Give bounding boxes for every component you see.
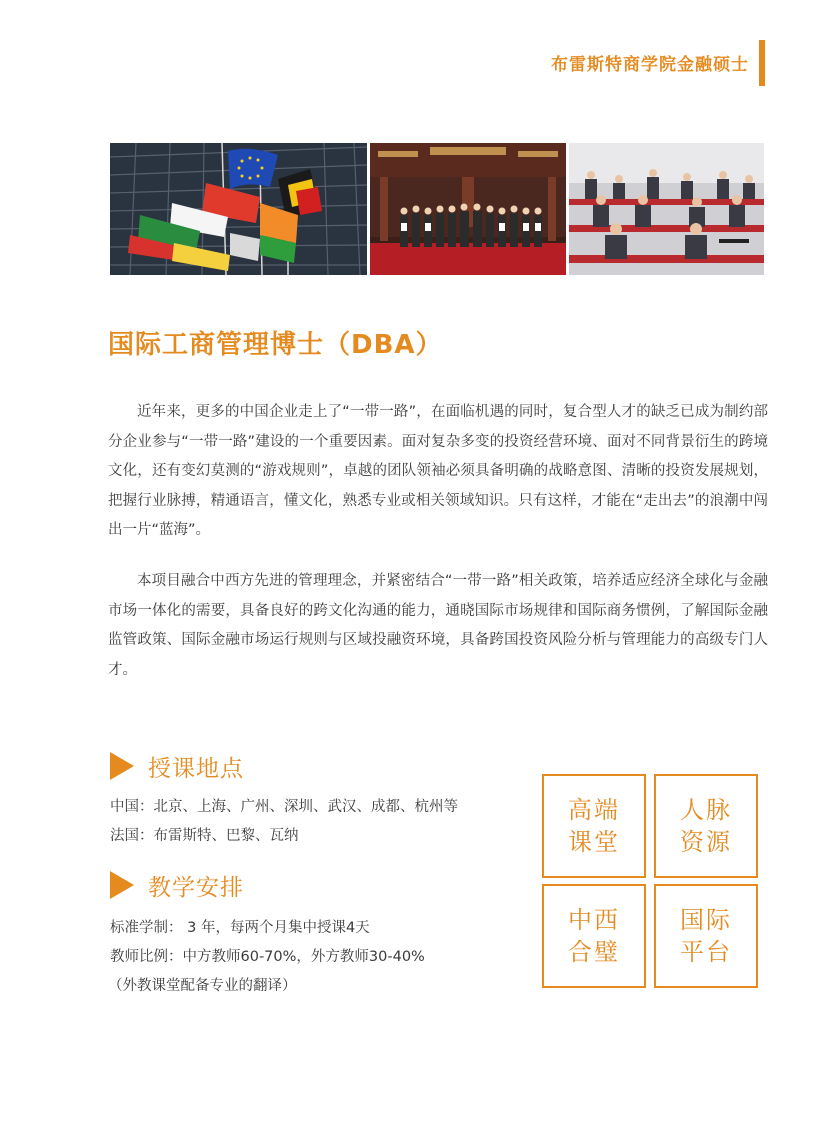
feature-line: 资源 (680, 828, 732, 856)
feature-box-network (654, 774, 758, 878)
locations-heading-label: 授课地点 (148, 755, 244, 782)
schedule-heading-label: 教学安排 (148, 874, 244, 901)
triangle-bullet-icon (110, 871, 134, 899)
header-accent-bar (759, 40, 765, 86)
group-photo (370, 143, 566, 275)
main-heading: 国际工商管理博士（DBA） (108, 330, 443, 360)
locations-china: 中国：北京、上海、广州、深圳、武汉、成都、杭州等 (110, 799, 458, 815)
feature-line: 课堂 (568, 828, 620, 856)
triangle-bullet-icon (110, 752, 134, 780)
feature-line: 中西 (568, 906, 620, 934)
feature-line: 高端 (568, 796, 620, 824)
feature-line: 国际 (680, 906, 732, 934)
locations-heading (110, 750, 244, 782)
locations-france: 法国：布雷斯特、巴黎、瓦纳 (110, 828, 299, 844)
schedule-translation-note: （外教课堂配备专业的翻译） (108, 978, 297, 994)
feature-box-text (680, 904, 732, 968)
feature-box-text (568, 904, 620, 968)
program-paragraph: 本项目融合中西方先进的管理理念，并紧密结合“一带一路”相关政策，培养适应经济全球化与金融市场一体化的需要，具备良好的跨文化沟通的能力，通晓国际市场规律和国际商务惯例，了解国际金融监管政策、国际金融市场运行规则与区域投融资环境，具备跨国投资风险分析与管理能力的高级专门人才。 (108, 573, 768, 678)
schedule-heading (110, 869, 244, 901)
header-title: 布雷斯特商学院金融硕士 (551, 55, 749, 75)
feature-box-high-end-class (542, 774, 646, 878)
feature-line: 平台 (680, 938, 732, 966)
feature-box-text (568, 794, 620, 858)
feature-box-text (680, 794, 732, 858)
flags-photo (110, 143, 367, 275)
intro-paragraph: 近年来，更多的中国企业走上了“一带一路”，在面临机遇的同时，复合型人才的缺乏已成为制约部分企业参与“一带一路”建设的一个重要因素。面对复杂多变的投资经营环境、面对不同背景衍生的跨境文化，还有变幻莫测的“游戏规则”，卓越的团队领袖必须具备明确的战略意图、清晰的投资发展规划，把握行业脉搏，精通语言，懂文化，熟悉专业或相关领域知识。只有这样，才能在“走出去”的浪潮中闯出一片“蓝海”。 (108, 404, 768, 538)
classroom-photo (569, 143, 764, 275)
feature-line: 人脉 (680, 796, 732, 824)
feature-box-international (654, 884, 758, 988)
schedule-duration: 标准学制： 3 年，每两个月集中授课4天 (110, 920, 370, 936)
schedule-teacher-ratio: 教师比例：中方教师60-70%，外方教师30-40% (110, 949, 425, 965)
feature-box-east-west (542, 884, 646, 988)
photo-strip (110, 143, 764, 275)
feature-line: 合璧 (568, 938, 620, 966)
